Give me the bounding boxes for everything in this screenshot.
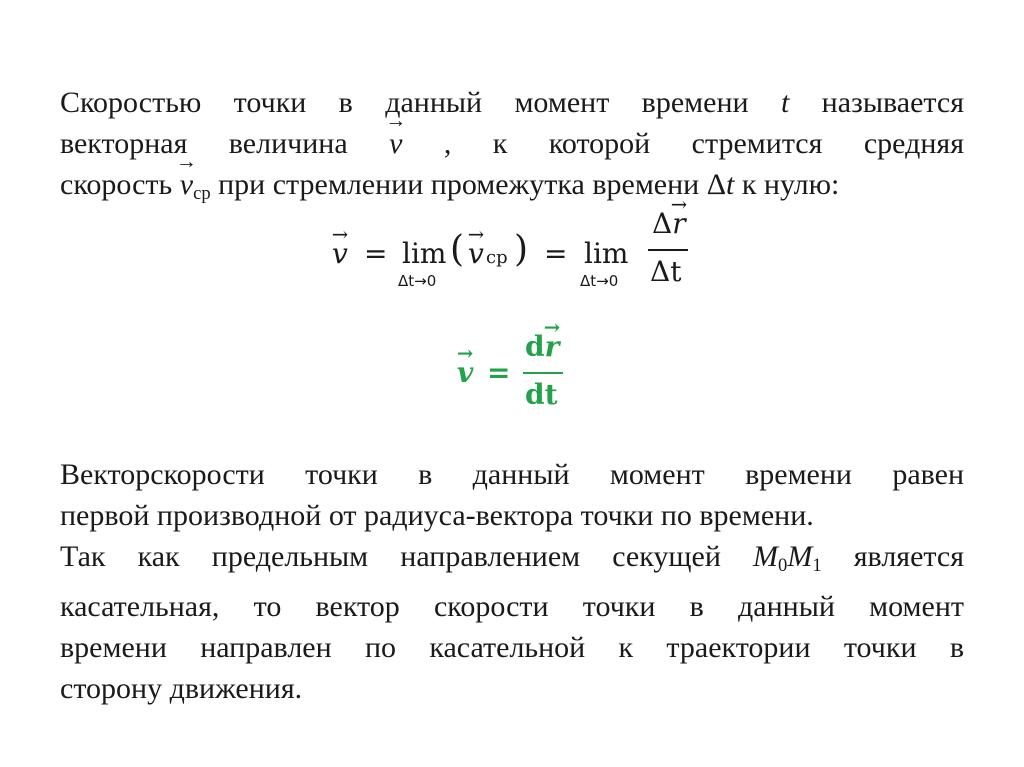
- average-velocity-term: → v: [468, 237, 484, 270]
- fraction-bar: [648, 249, 688, 251]
- conclusion-line-3: Так как предельным направлением секущей $M_0M_1$ является: [60, 540, 964, 577]
- limit-subscript-1: Δt→0: [398, 272, 437, 290]
- derivative-denominator: dt: [525, 378, 558, 411]
- definition-paragraph: [60, 82, 964, 214]
- derivative-numerator: d→ r: [525, 330, 559, 363]
- formula-equals-2: =: [544, 237, 568, 270]
- conclusion-line-4: касательная, то вектор скорости точки в данный момент: [60, 590, 964, 624]
- derivative-fraction-bar: [523, 372, 563, 374]
- fraction-numerator-delta-r: Δ→ r: [652, 207, 686, 240]
- radius-vector-symbol: → r: [545, 330, 560, 363]
- definition-line-2: векторная величина → v , к которой стремится средняя: [60, 123, 964, 164]
- definition-line-1: Скоростью точки в данный момент времени t называется: [60, 86, 965, 119]
- time-variable: t: [780, 86, 790, 119]
- conclusion-line-1: Векторскорости точки в данный момент времени равен: [60, 458, 964, 491]
- derivative-formula: [455, 330, 595, 420]
- limit-operator-1: lim: [402, 237, 447, 270]
- limit-operator-2: lim: [584, 237, 629, 270]
- average-velocity-symbol: → v: [180, 164, 193, 205]
- formula-velocity-lhs: → v: [332, 237, 348, 270]
- derivative-velocity-lhs: → v: [457, 356, 473, 389]
- velocity-vector-symbol: → v: [389, 123, 402, 164]
- conclusion-line-6: сторону движения.: [60, 672, 303, 706]
- formula-equals-1: =: [364, 237, 388, 270]
- conclusion-line-2: первой производной от радиуса-вектора точки по времени.: [60, 499, 814, 532]
- limit-subscript-2: Δt→0: [580, 272, 619, 290]
- paren-close: ): [514, 229, 529, 270]
- conclusion-line-5: времени направлен по касательной к траектории точки в: [60, 631, 964, 665]
- derivative-equals: =: [487, 356, 511, 389]
- paren-open: (: [450, 229, 465, 270]
- conclusion-paragraph: [60, 454, 964, 709]
- average-velocity-subscript: ср: [486, 247, 508, 268]
- definition-line-3: скорость → $v_{ср}$ при стремлении промежутка времени Δt к нулю:: [60, 164, 964, 214]
- fraction-denominator-delta-t: Δt: [650, 255, 682, 288]
- secant-label: $M_0M_1$: [753, 540, 822, 577]
- radius-vector-symbol: → r: [672, 207, 685, 240]
- limit-formula: [330, 205, 730, 305]
